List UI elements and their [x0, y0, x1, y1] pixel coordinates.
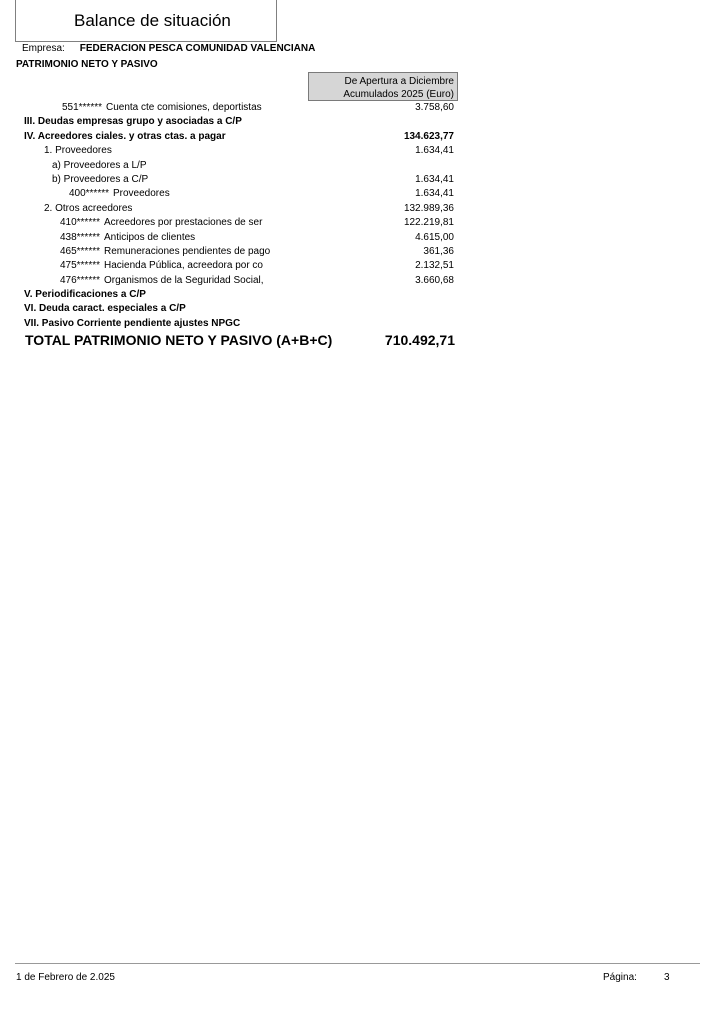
- table-row: [0, 259, 724, 273]
- table-row: [0, 202, 724, 216]
- row-label: b) Proveedores a C/P: [52, 173, 149, 185]
- row-label-cell: [58, 216, 262, 230]
- row-amount: 1.634,41: [415, 145, 454, 157]
- company-label: Empresa:: [22, 43, 65, 54]
- table-row: [0, 159, 724, 173]
- row-label-cell: [67, 187, 170, 201]
- table-row: [0, 317, 724, 331]
- row-amount: 361,36: [423, 245, 454, 257]
- balance-rows: [0, 101, 724, 331]
- row-label: Cuenta cte comisiones, deportistas: [106, 102, 262, 113]
- row-label-cell: [24, 130, 226, 144]
- row-label-cell: [24, 302, 186, 316]
- table-row: [0, 101, 724, 115]
- row-label: Remuneraciones pendientes de pago: [104, 245, 271, 257]
- table-row: [0, 216, 724, 230]
- table-row: [0, 288, 724, 302]
- footer-page-number: 3: [664, 972, 670, 983]
- section-heading: PATRIMONIO NETO Y PASIVO: [16, 59, 158, 70]
- row-amount: 1.634,41: [415, 173, 454, 185]
- row-amount: 1.634,41: [415, 188, 454, 200]
- table-row: [0, 130, 724, 144]
- row-label-cell: [58, 231, 195, 245]
- report-title: Balance de situación: [15, 0, 277, 42]
- row-amount: 122.219,81: [403, 217, 454, 229]
- row-label: III. Deudas empresas grupo y asociadas a C/P: [24, 116, 242, 128]
- row-label: V. Periodificaciones a C/P: [24, 289, 146, 301]
- row-label-cell: [44, 202, 132, 216]
- account-code: 438******: [59, 231, 100, 243]
- account-code: 400******: [68, 188, 109, 200]
- row-label: VII. Pasivo Corriente pendiente ajustes NPGC: [24, 317, 241, 329]
- account-code: 410******: [59, 217, 100, 229]
- account-code: 475******: [59, 260, 100, 272]
- row-amount: 3.660,68: [415, 274, 454, 286]
- row-label: Proveedores: [113, 188, 170, 200]
- row-amount: 2.132,51: [415, 260, 454, 272]
- table-row: [0, 231, 724, 245]
- row-label-cell: [44, 144, 112, 158]
- table-row: [0, 274, 724, 288]
- total-label: TOTAL PATRIMONIO NETO Y PASIVO (A+B+C): [25, 332, 333, 348]
- row-label-cell: [52, 173, 148, 187]
- company-line: [22, 43, 315, 54]
- table-row: [0, 173, 724, 187]
- column-header-line2: Acumulados 2025 (Euro): [343, 89, 454, 100]
- row-label-cell: [60, 101, 262, 115]
- row-label: Anticipos de clientes: [104, 231, 196, 243]
- column-header: [308, 72, 458, 101]
- footer-divider: [15, 963, 700, 964]
- account-code: 551******: [61, 102, 102, 113]
- table-row: [0, 245, 724, 259]
- row-label: VI. Deuda caract. especiales a C/P: [24, 303, 186, 315]
- row-label: a) Proveedores a L/P: [52, 159, 147, 171]
- total-amount: 710.492,71: [384, 332, 455, 348]
- row-amount: 132.989,36: [403, 202, 454, 214]
- row-amount: 4.615,00: [415, 231, 454, 243]
- row-label: Organismos de la Seguridad Social,: [104, 274, 264, 286]
- row-label: 1. Proveedores: [44, 145, 112, 157]
- total-row: [25, 332, 455, 348]
- table-row: [0, 115, 724, 129]
- row-label-cell: [52, 159, 147, 173]
- row-amount: 134.623,77: [403, 130, 454, 142]
- row-label-cell: [58, 274, 264, 288]
- row-label-cell: [24, 115, 242, 129]
- company-name: FEDERACION PESCA COMUNIDAD VALENCIANA: [79, 43, 316, 54]
- account-code: 476******: [59, 274, 100, 286]
- column-header-line1: De Apertura a Diciembre: [344, 76, 454, 87]
- row-label-cell: [24, 317, 240, 331]
- row-amount: 3.758,60: [415, 102, 454, 113]
- row-label-cell: [58, 259, 263, 273]
- row-label: Hacienda Pública, acreedora por co: [104, 260, 263, 272]
- row-label: 2. Otros acreedores: [44, 202, 133, 214]
- row-label-cell: [24, 288, 146, 302]
- footer-page-label: Página:: [603, 972, 637, 983]
- account-code: 465******: [59, 245, 100, 257]
- table-row: [0, 187, 724, 201]
- table-row: [0, 302, 724, 316]
- table-row: [0, 144, 724, 158]
- row-label-cell: [58, 245, 270, 259]
- footer-date: 1 de Febrero de 2.025: [16, 972, 115, 983]
- row-label: Acreedores por prestaciones de ser: [104, 217, 263, 229]
- row-label: IV. Acreedores ciales. y otras ctas. a pagar: [24, 130, 226, 142]
